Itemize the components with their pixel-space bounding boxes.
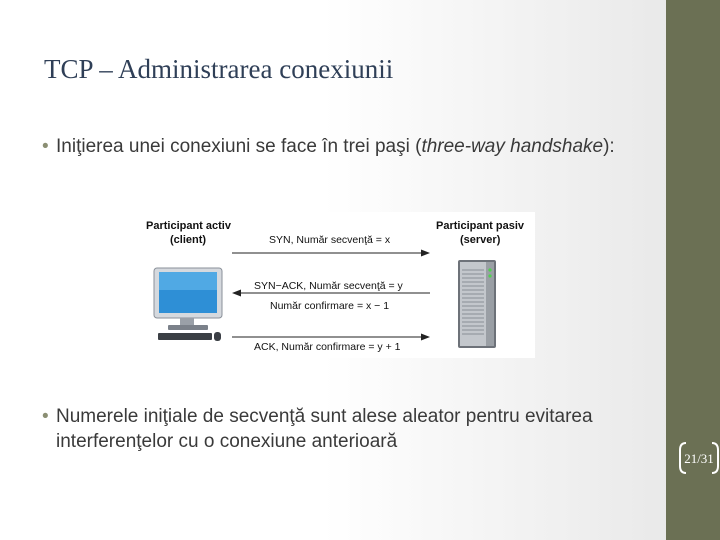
slide-title: TCP – Administrarea conexiunii [44, 54, 394, 84]
handshake-diagram [140, 212, 535, 358]
page-number: 21/31 [684, 451, 714, 466]
bullet-handshake [42, 134, 616, 159]
bullet-text-part: Iniţierea unei conexiuni se face în trei paşi ( [56, 136, 422, 157]
msg-syn: SYN, Număr secvenţă = x [269, 234, 391, 246]
page-number-badge [678, 441, 720, 475]
server-icon [458, 260, 496, 348]
client-label: Participant activ [146, 220, 231, 232]
client-label-sub: (client) [170, 234, 207, 246]
bullet-sequence-numbers [42, 404, 636, 454]
bullet-text: Numerele iniţiale de secvenţă sunt alese aleator pentru evitarea interferenţelor cu o conexiune anterioară [56, 406, 593, 452]
computer-icon [154, 268, 222, 341]
server-label-sub: (server) [460, 234, 501, 246]
msg-synack-ack: Număr confirmare = x − 1 [270, 300, 390, 312]
server-label: Participant pasiv [436, 220, 525, 232]
bullet-marker: • [42, 406, 49, 427]
bullet-italic-term: three-way handshake [421, 136, 604, 157]
handshake-diagram-svg [140, 212, 535, 358]
msg-ack: ACK, Număr confirmare = y + 1 [254, 341, 401, 353]
msg-synack: SYN−ACK, Număr secvenţă = y [254, 280, 403, 292]
bullet-marker: • [42, 136, 49, 157]
arrow-right-1 [232, 250, 430, 257]
arrow-right-3 [232, 334, 430, 341]
bullet-text-part: ): [603, 136, 615, 157]
